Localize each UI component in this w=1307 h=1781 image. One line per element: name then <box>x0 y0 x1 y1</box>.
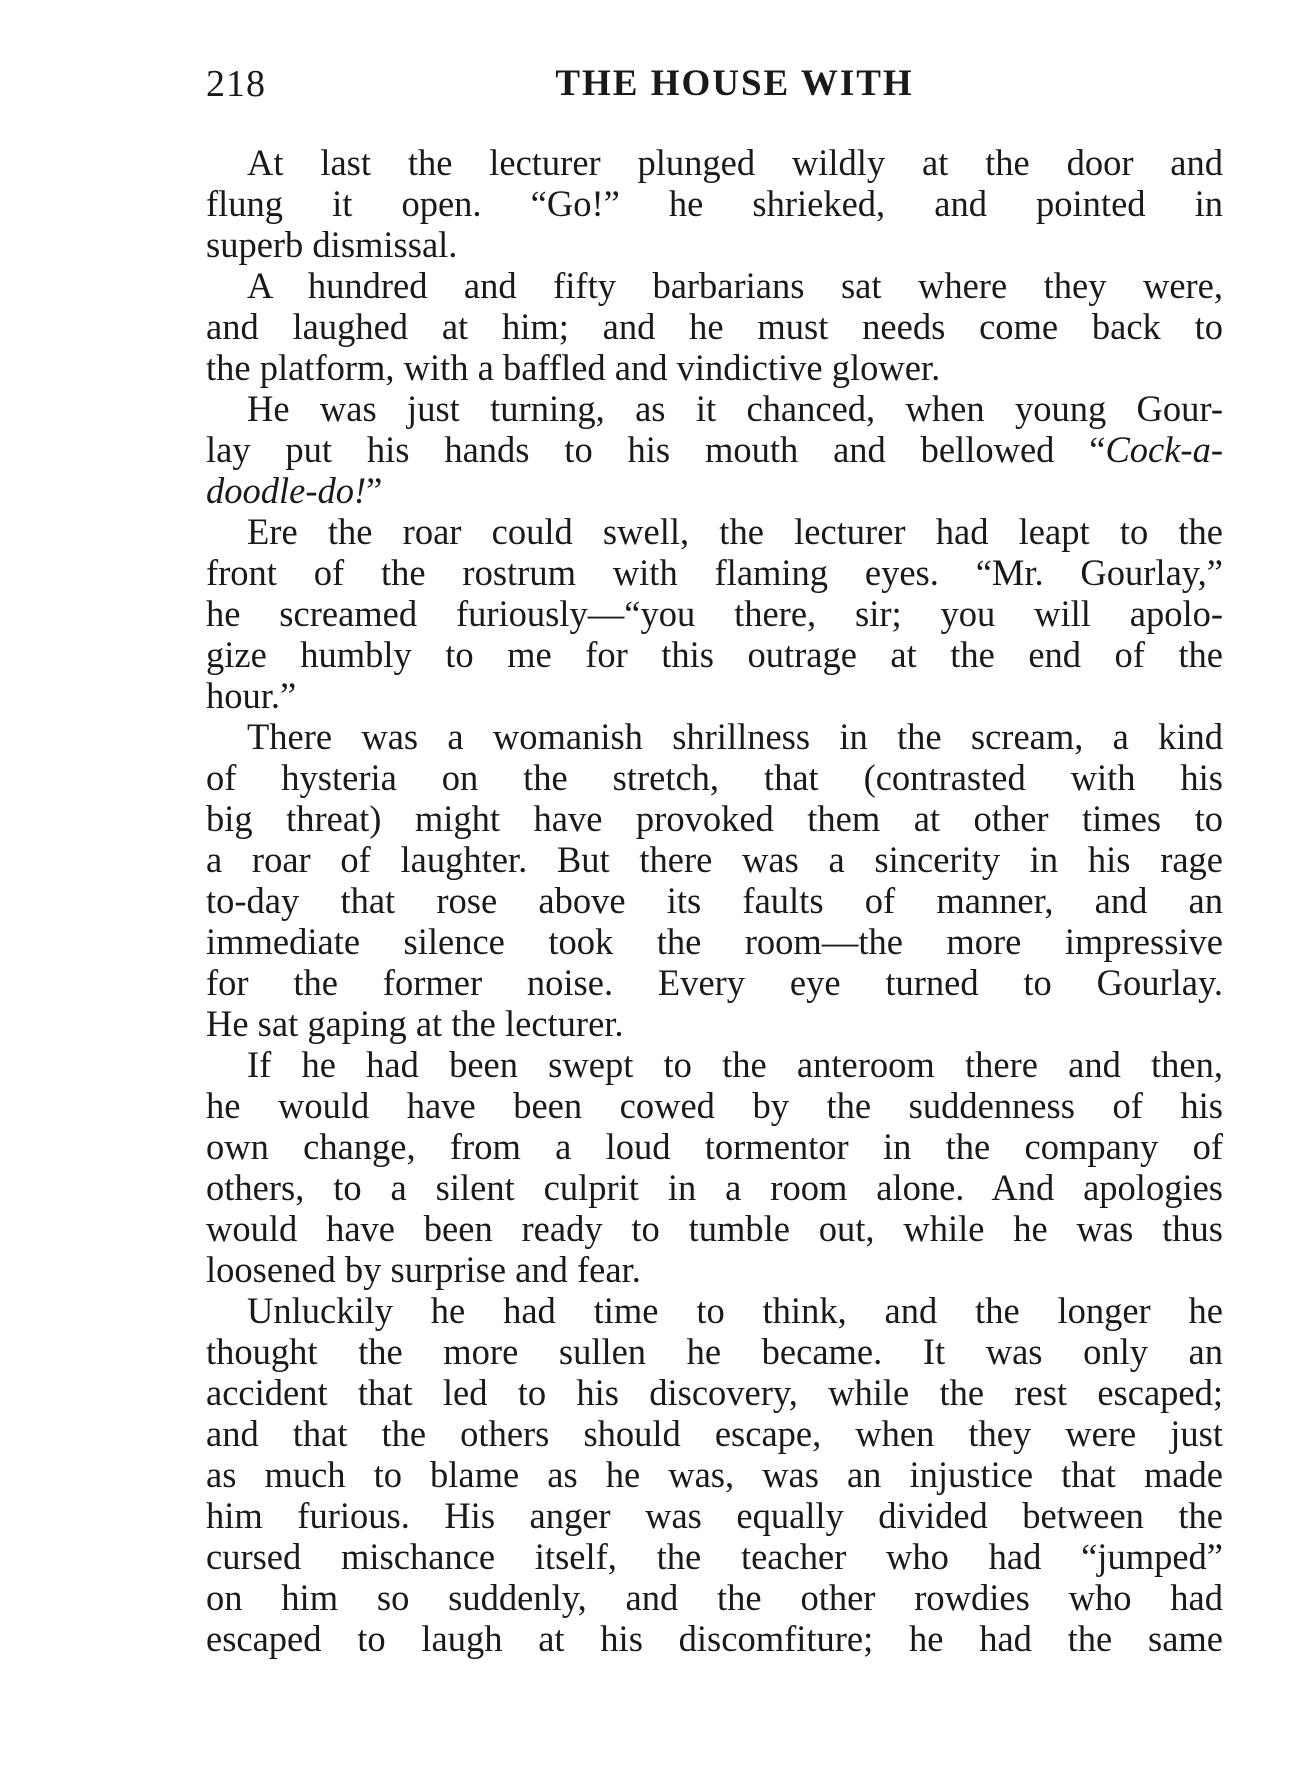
text-line <box>206 552 1223 593</box>
body-text <box>206 142 1223 1659</box>
line-text: Unluckily he had time to think, and the longer he <box>247 1290 1223 1331</box>
text-line <box>206 1536 1223 1577</box>
line-text: of hysteria on the stretch, that (contrasted with his <box>206 757 1223 798</box>
text-line <box>206 511 1223 552</box>
text-line <box>206 1126 1223 1167</box>
line-text: the platform, with a baffled and vindictive glower. <box>206 347 941 388</box>
text-line <box>206 880 1223 921</box>
text-line <box>206 798 1223 839</box>
text-line <box>206 921 1223 962</box>
line-text: gize humbly to me for this outrage at the end of the <box>206 634 1223 675</box>
italic-text: doodle-do! <box>206 470 367 511</box>
text-line <box>206 224 1223 265</box>
line-text: loosened by surprise and fear. <box>206 1249 641 1290</box>
line-text: Ere the roar could swell, the lecturer had leapt to the <box>247 511 1223 552</box>
line-text: he screamed furiously—“you there, sir; you will apolo- <box>206 593 1223 634</box>
text-line <box>206 183 1223 224</box>
page-header <box>206 62 1223 112</box>
text-line <box>206 306 1223 347</box>
text-line <box>206 142 1223 183</box>
text-line <box>206 1454 1223 1495</box>
line-text: a roar of laughter. But there was a sincerity in his rage <box>206 839 1223 880</box>
line-text: If he had been swept to the anteroom there and then, <box>247 1044 1223 1085</box>
text-line <box>206 593 1223 634</box>
line-text: as much to blame as he was, was an injustice that made <box>206 1454 1223 1495</box>
text-line <box>206 470 1223 511</box>
line-text: At last the lecturer plunged wildly at the door and <box>247 142 1223 183</box>
line-text: flung it open. “Go!” he shrieked, and pointed in <box>206 183 1223 224</box>
line-text: own change, from a loud tormentor in the company of <box>206 1126 1223 1167</box>
line-text: him furious. His anger was equally divided between the <box>206 1495 1223 1536</box>
text-line <box>206 1208 1223 1249</box>
text-line <box>206 1495 1223 1536</box>
text-line <box>206 1331 1223 1372</box>
text-line <box>206 1044 1223 1085</box>
line-text: and that the others should escape, when they were just <box>206 1413 1223 1454</box>
line-text-after: ” <box>366 470 383 511</box>
text-line <box>206 1290 1223 1331</box>
text-line <box>206 265 1223 306</box>
line-text: cursed mischance itself, the teacher who had “jumped” <box>206 1536 1223 1577</box>
line-text: thought the more sullen he became. It was only an <box>206 1331 1223 1372</box>
text-line <box>206 634 1223 675</box>
line-text: superb dismissal. <box>206 224 458 265</box>
text-line <box>206 1249 1223 1290</box>
line-text: accident that led to his discovery, while the rest escaped; <box>206 1372 1223 1413</box>
line-text: to-day that rose above its faults of manner, and an <box>206 880 1223 921</box>
text-line <box>206 1577 1223 1618</box>
text-line <box>206 1413 1223 1454</box>
text-line <box>206 1372 1223 1413</box>
text-line <box>206 429 1223 470</box>
line-text: He was just turning, as it chanced, when young Gour- <box>247 388 1223 429</box>
line-text: others, to a silent culprit in a room alone. And apologies <box>206 1167 1223 1208</box>
text-line <box>206 388 1223 429</box>
line-text: front of the rostrum with flaming eyes. “Mr. Gourlay,” <box>206 552 1223 593</box>
text-line <box>206 675 1223 716</box>
text-line <box>206 1003 1223 1044</box>
line-text: lay put his hands to his mouth and bellowed “ <box>206 429 1106 470</box>
line-text: He sat gaping at the lecturer. <box>206 1003 624 1044</box>
text-line <box>206 839 1223 880</box>
italic-text: Cock-a- <box>1105 429 1223 470</box>
line-text: for the former noise. Every eye turned to Gourlay. <box>206 962 1223 1003</box>
text-line <box>206 347 1223 388</box>
line-text: big threat) might have provoked them at other times to <box>206 798 1223 839</box>
line-text: immediate silence took the room—the more impressive <box>206 921 1223 962</box>
line-text: he would have been cowed by the suddenness of his <box>206 1085 1223 1126</box>
text-line <box>206 1618 1223 1659</box>
text-line <box>206 1085 1223 1126</box>
text-line <box>206 716 1223 757</box>
text-line <box>206 1167 1223 1208</box>
line-text: and laughed at him; and he must needs come back to <box>206 306 1223 347</box>
running-title: THE HOUSE WITH <box>555 63 914 104</box>
line-text: escaped to laugh at his discomfiture; he had the same <box>206 1618 1223 1659</box>
line-text: on him so suddenly, and the other rowdies who had <box>206 1577 1223 1618</box>
page-number: 218 <box>206 63 266 105</box>
line-text: would have been ready to tumble out, while he was thus <box>206 1208 1223 1249</box>
line-text: hour.” <box>206 675 297 716</box>
text-line <box>206 757 1223 798</box>
text-line <box>206 962 1223 1003</box>
line-text: A hundred and fifty barbarians sat where they were, <box>247 265 1223 306</box>
line-text: There was a womanish shrillness in the scream, a kind <box>247 716 1223 757</box>
